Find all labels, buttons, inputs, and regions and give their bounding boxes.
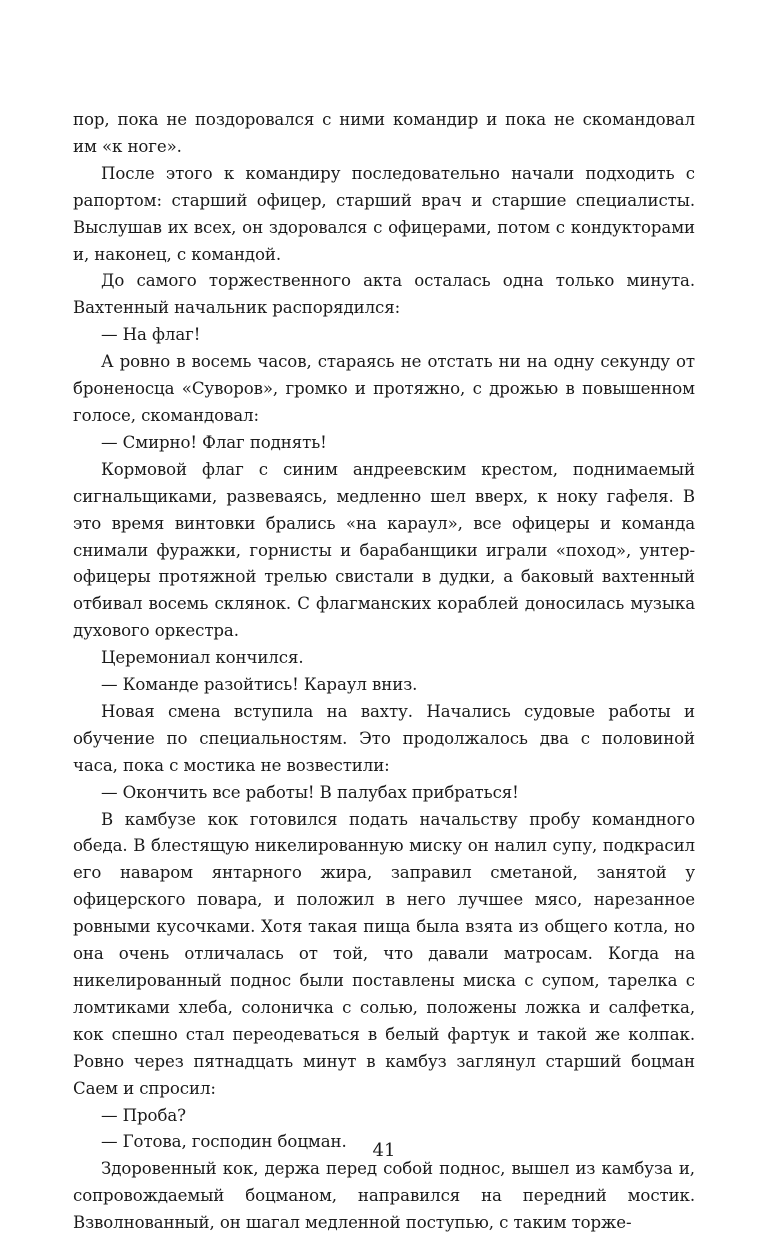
paragraph-10: Новая смена вступила на вахту. Начались судовые работы и обучение по специальностям. Это продолжалось два с половиной часа, пока с мостика не возвестили: xyxy=(73,701,695,775)
paragraph-12: В камбузе кок готовился подать начальству пробу командного обеда. В блестящую никелированную миску он налил супу, подкрасил его наваром янтарного жира, заправил сметаной, занятой у офицерского повара, и положил в него лучшее мясо, нарезанное ровными кусочками. Хотя такая пища была взята из общего котла, но она очень отличалась от той, что давали матросам. Когда на никелированный поднос были поставлены миска с супом, тарелка с ломтиками хлеба, солоничка с солью, положены ложка и салфетка, кок спешно стал переодеваться в белый фартук и такой же колпак. Ровно через пятнадцать минут в камбуз заглянул старший боцман Саем и спросил: xyxy=(73,809,695,1098)
paragraph-6: — Смирно! Флаг поднять! xyxy=(101,432,327,452)
paragraph-7: Кормовой флаг с синим андреевским крестом, поднимаемый сигнальщиками, развеваясь, медленно шел вверх, к ноку гафеля. В это время винтовки брались «на караул», все офицеры и команда снимали фуражки, горнисты и барабанщики играли «поход», унтер-офицеры протяжной трелью свистали в дудки, а баковый вахтенный отбивал восемь склянок. С флагманских кораблей доносилась музыка духового оркестра. xyxy=(73,459,695,641)
paragraph-4: — На флаг! xyxy=(101,325,201,345)
paragraph-13: — Проба? xyxy=(101,1105,186,1125)
paragraph-9: — Команде разойтись! Караул вниз. xyxy=(101,675,418,695)
paragraph-15: Здоровенный кок, держа перед собой поднос, вышел из камбуза и, сопровождаемый боцманом, направился на передний мостик. Взволнованный, он шагал медленной поступью, с таким торже- xyxy=(73,1159,695,1233)
page-number: 41 xyxy=(372,1140,396,1161)
page-body xyxy=(73,107,695,1237)
text-column xyxy=(73,107,695,1237)
paragraph-5: А ровно в восемь часов, стараясь не отстать ни на одну секунду от броненосца «Суворов», громко и протяжно, с дрожью в повышенном голосе, скомандовал: xyxy=(73,352,695,425)
paragraph-14: — Готова, господин боцман. xyxy=(101,1132,347,1152)
paragraph-8: Церемониал кончился. xyxy=(101,648,304,668)
paragraph-2: После этого к командиру последовательно начали подходить с рапортом: старший офицер, старший врач и старшие специалисты. Выслушав их всех, он здоровался с офицерами, потом с кондукторами и, наконец, с командой. xyxy=(73,163,695,264)
paragraph-11: — Окончить все работы! В палубах прибраться! xyxy=(101,782,519,802)
paragraph-1: пор, пока не поздоровался с ними командир и пока не скомандовал им «к ноге». xyxy=(73,110,695,156)
paragraph-3: До самого торжественного акта осталась одна только минута. Вахтенный начальник распорядился: xyxy=(73,271,695,318)
